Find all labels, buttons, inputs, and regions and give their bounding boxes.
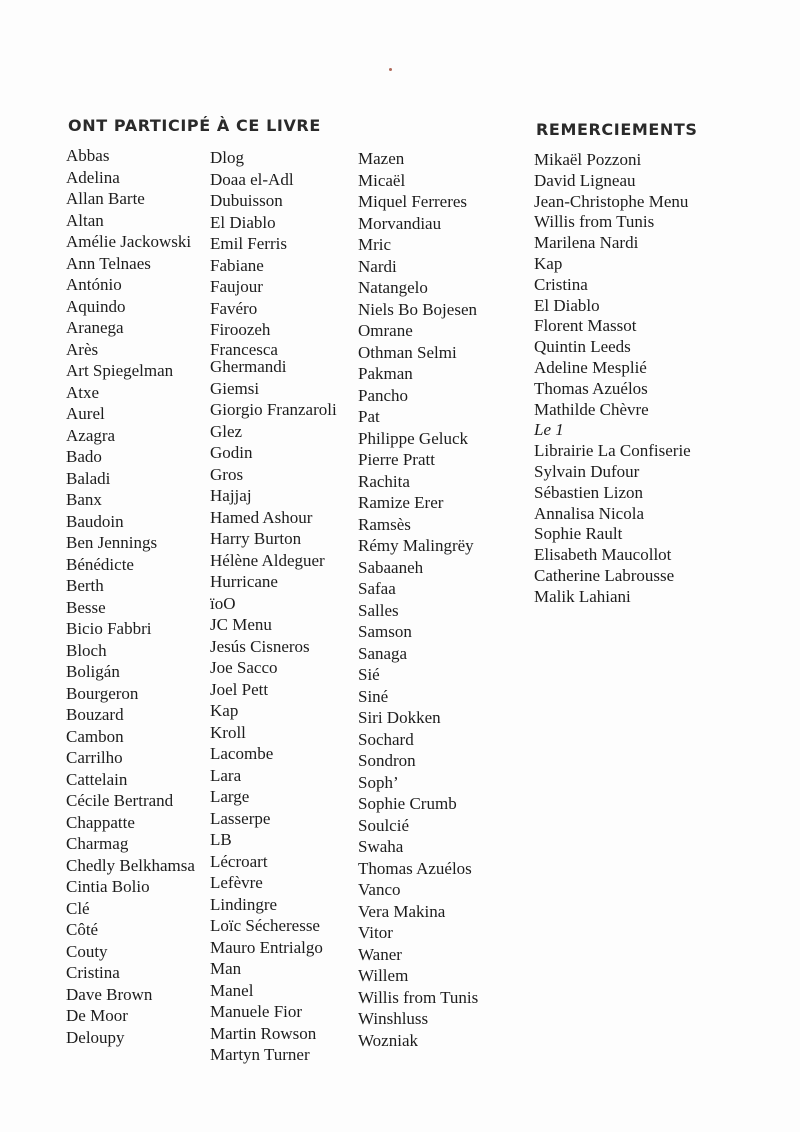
name-entry: JC Menu bbox=[210, 615, 272, 634]
name-entry: Cattelain bbox=[66, 769, 128, 789]
name-entry: Faujour bbox=[210, 277, 263, 296]
name-entry: Bouzard bbox=[66, 705, 124, 724]
name-entry: Amélie Jackowski bbox=[66, 232, 192, 251]
name-entry: Morvandiau bbox=[358, 213, 442, 233]
name-entry: Godin bbox=[210, 443, 253, 462]
name-entry: LB bbox=[210, 830, 232, 849]
name-entry: Malik Lahiani bbox=[534, 586, 631, 606]
name-entry: Pat bbox=[358, 407, 380, 426]
name-entry: Le 1 bbox=[534, 420, 564, 440]
name-entry: Banx bbox=[66, 490, 102, 509]
name-entry: ïoO bbox=[210, 593, 236, 613]
name-entry: Bourgeron bbox=[66, 683, 139, 703]
name-entry: Rachita bbox=[358, 471, 410, 491]
name-entry: Joe Sacco bbox=[210, 658, 278, 677]
name-entry: Cécile Bertrand bbox=[66, 791, 174, 810]
name-entry: El Diablo bbox=[534, 295, 600, 315]
name-entry: David Ligneau bbox=[534, 170, 636, 190]
name-entry: Vanco bbox=[358, 880, 401, 899]
name-entry: Cristina bbox=[66, 963, 120, 982]
name-entry: Giemsi bbox=[210, 378, 260, 398]
name-entry: Azagra bbox=[66, 425, 116, 445]
name-entry: Fabiane bbox=[210, 255, 264, 275]
name-entry: Martyn Turner bbox=[210, 1045, 310, 1064]
name-entry: Dubuisson bbox=[210, 191, 283, 210]
name-entry: Mikaël Pozzoni bbox=[534, 150, 642, 169]
name-entry: Harry Burton bbox=[210, 529, 302, 548]
name-entry: Hajjaj bbox=[210, 486, 252, 505]
name-entry: Florent Massot bbox=[534, 316, 637, 336]
name-entry: Kap bbox=[534, 253, 563, 273]
name-entry: Safaa bbox=[358, 579, 396, 598]
name-entry: Swaha bbox=[358, 837, 404, 856]
name-entry: Siné bbox=[358, 686, 389, 706]
name-entry: Mauro Entrialgo bbox=[210, 937, 323, 957]
name-entry: Kroll bbox=[210, 722, 246, 742]
name-entry: Berth bbox=[66, 576, 104, 595]
name-entry: Man bbox=[210, 959, 242, 978]
name-entry: Catherine Labrousse bbox=[534, 565, 675, 585]
name-entry: El Diablo bbox=[210, 212, 276, 232]
name-entry: Sanaga bbox=[358, 643, 408, 663]
name-entry: Abbas bbox=[66, 146, 110, 165]
name-entry: Deloupy bbox=[66, 1027, 125, 1047]
name-entry: Nardi bbox=[358, 256, 397, 276]
page-speck bbox=[389, 68, 392, 71]
name-entry: Baladi bbox=[66, 468, 111, 488]
name-entry: Dave Brown bbox=[66, 984, 153, 1004]
name-entry: Thomas Azuélos bbox=[358, 858, 472, 878]
name-entry: Mathilde Chèvre bbox=[534, 399, 649, 419]
name-entry: Lasserpe bbox=[210, 808, 271, 828]
name-entry: Aquindo bbox=[66, 296, 126, 316]
name-entry: Sylvain Dufour bbox=[534, 461, 640, 481]
name-entry: Rémy Malingrëy bbox=[358, 536, 474, 555]
name-entry: Kap bbox=[210, 701, 239, 720]
name-entry: Vera Makina bbox=[358, 901, 446, 921]
name-entry: Ann Telnaes bbox=[66, 253, 151, 273]
name-entry: Mazen bbox=[358, 149, 405, 168]
name-entry: Marilena Nardi bbox=[534, 233, 639, 253]
name-entry: Miquel Ferreres bbox=[358, 192, 468, 211]
name-entry: Siri Dokken bbox=[358, 708, 441, 727]
name-entry: Allan Barte bbox=[66, 189, 145, 208]
name-entry: Bénédicte bbox=[66, 554, 134, 574]
name-entry: Willis from Tunis bbox=[358, 987, 479, 1007]
name-entry: Lindingre bbox=[210, 894, 278, 914]
name-entry: Martin Rowson bbox=[210, 1023, 317, 1043]
name-entry: Art Spiegelman bbox=[66, 361, 174, 380]
name-entry: Quintin Leeds bbox=[534, 337, 631, 357]
name-entry: Pakman bbox=[358, 364, 413, 383]
name-entry: Lefèvre bbox=[210, 873, 263, 892]
name-entry: Hamed Ashour bbox=[210, 507, 313, 527]
name-entry: Manuele Fior bbox=[210, 1002, 303, 1021]
name-entry: Ramize Erer bbox=[358, 493, 444, 512]
name-entry: Sophie Rault bbox=[534, 524, 623, 544]
name-entry: Firoozeh bbox=[210, 320, 271, 339]
name-entry: Glez bbox=[210, 421, 243, 441]
name-entry: Sondron bbox=[358, 751, 416, 770]
name-entry: Lacombe bbox=[210, 744, 274, 763]
name-entry: Ramsès bbox=[358, 514, 411, 534]
contributors-column-2 bbox=[210, 147, 340, 1066]
name-entry: Cristina bbox=[534, 274, 588, 294]
name-entry: Bado bbox=[66, 447, 102, 466]
name-entry: Loïc Sécheresse bbox=[210, 916, 320, 935]
name-entry: Lécroart bbox=[210, 851, 268, 871]
name-entry: Giorgio Franzaroli bbox=[210, 400, 337, 419]
name-entry: Niels Bo Bojesen bbox=[358, 299, 477, 319]
name-entry: Jesús Cisneros bbox=[210, 636, 310, 656]
name-entry: Wozniak bbox=[358, 1030, 418, 1050]
name-entry: Doaa el-Adl bbox=[210, 169, 294, 189]
name-entry: Sébastien Lizon bbox=[534, 482, 644, 502]
name-entry: Cintia Bolio bbox=[66, 877, 150, 896]
name-entry: Bloch bbox=[66, 640, 107, 660]
name-entry: Côté bbox=[66, 920, 99, 939]
contributors-heading: ONT PARTICIPÉ À CE LIVRE bbox=[68, 116, 321, 135]
name-entry: Waner bbox=[358, 944, 402, 964]
name-entry: Carrilho bbox=[66, 748, 123, 767]
name-entry: Adeline Mesplié bbox=[534, 357, 647, 377]
name-entry: Arès bbox=[66, 339, 99, 359]
name-entry: Thomas Azuélos bbox=[534, 378, 648, 398]
name-entry: Charmag bbox=[66, 834, 129, 853]
name-entry: Soph’ bbox=[358, 772, 399, 792]
name-entry: Librairie La Confiserie bbox=[534, 441, 691, 461]
name-entry: Chedly Belkhamsa bbox=[66, 855, 195, 875]
name-entry: Natangelo bbox=[358, 278, 428, 297]
name-entry: Annalisa Nicola bbox=[534, 503, 644, 523]
contributors-column-1 bbox=[66, 145, 195, 1048]
name-entry: Joel Pett bbox=[210, 679, 269, 699]
name-entry: Aurel bbox=[66, 404, 105, 423]
name-entry: Emil Ferris bbox=[210, 234, 287, 253]
name-entry: Sophie Crumb bbox=[358, 794, 457, 813]
name-entry: Lara bbox=[210, 765, 242, 785]
name-entry: Clé bbox=[66, 898, 90, 918]
name-entry: Aranega bbox=[66, 318, 124, 337]
name-entry: Atxe bbox=[66, 382, 100, 402]
name-entry: Baudoin bbox=[66, 511, 124, 531]
name-entry: Boligán bbox=[66, 662, 120, 681]
name-entry: Willis from Tunis bbox=[534, 212, 655, 232]
name-entry: Gros bbox=[210, 464, 244, 484]
name-entry: António bbox=[66, 275, 122, 294]
name-entry: Sabaaneh bbox=[358, 557, 424, 577]
name-entry: Samson bbox=[358, 622, 412, 641]
name-entry: Hurricane bbox=[210, 572, 278, 591]
name-entry: Micaël bbox=[358, 170, 406, 190]
name-entry: Dlog bbox=[210, 148, 244, 167]
name-entry: Adelina bbox=[66, 167, 120, 187]
name-entry: Pancho bbox=[358, 385, 409, 405]
thanks-heading: REMERCIEMENTS bbox=[536, 120, 698, 139]
name-entry: Altan bbox=[66, 210, 104, 230]
contributors-column-3 bbox=[358, 148, 478, 1051]
name-entry: Pierre Pratt bbox=[358, 450, 435, 469]
name-entry: Salles bbox=[358, 600, 399, 620]
name-entry: Francesca Ghermandi bbox=[210, 339, 287, 376]
name-entry: Soulcié bbox=[358, 815, 409, 835]
name-entry: Sochard bbox=[358, 729, 414, 749]
name-entry: De Moor bbox=[66, 1006, 128, 1025]
name-entry: Besse bbox=[66, 597, 106, 617]
name-entry: Vitor bbox=[358, 923, 393, 942]
name-entry: Large bbox=[210, 787, 250, 806]
name-entry: Philippe Geluck bbox=[358, 428, 469, 448]
name-entry: Bicio Fabbri bbox=[66, 619, 152, 638]
name-entry: Favéro bbox=[210, 298, 258, 318]
name-entry: Jean-Christophe Menu bbox=[534, 191, 689, 211]
name-entry: Ben Jennings bbox=[66, 533, 158, 552]
name-entry: Mric bbox=[358, 235, 392, 254]
name-entry: Sié bbox=[358, 665, 380, 684]
name-entry: Cambon bbox=[66, 726, 124, 746]
name-entry: Othman Selmi bbox=[358, 342, 457, 362]
name-entry: Omrane bbox=[358, 321, 413, 340]
name-entry: Hélène Aldeguer bbox=[210, 550, 325, 570]
name-entry: Couty bbox=[66, 941, 108, 961]
name-entry: Willem bbox=[358, 966, 409, 985]
name-entry: Elisabeth Maucollot bbox=[534, 545, 672, 565]
name-entry: Chappatte bbox=[66, 812, 135, 832]
thanks-column bbox=[534, 150, 691, 608]
name-entry: Winshluss bbox=[358, 1009, 429, 1028]
name-entry: Manel bbox=[210, 980, 254, 1000]
